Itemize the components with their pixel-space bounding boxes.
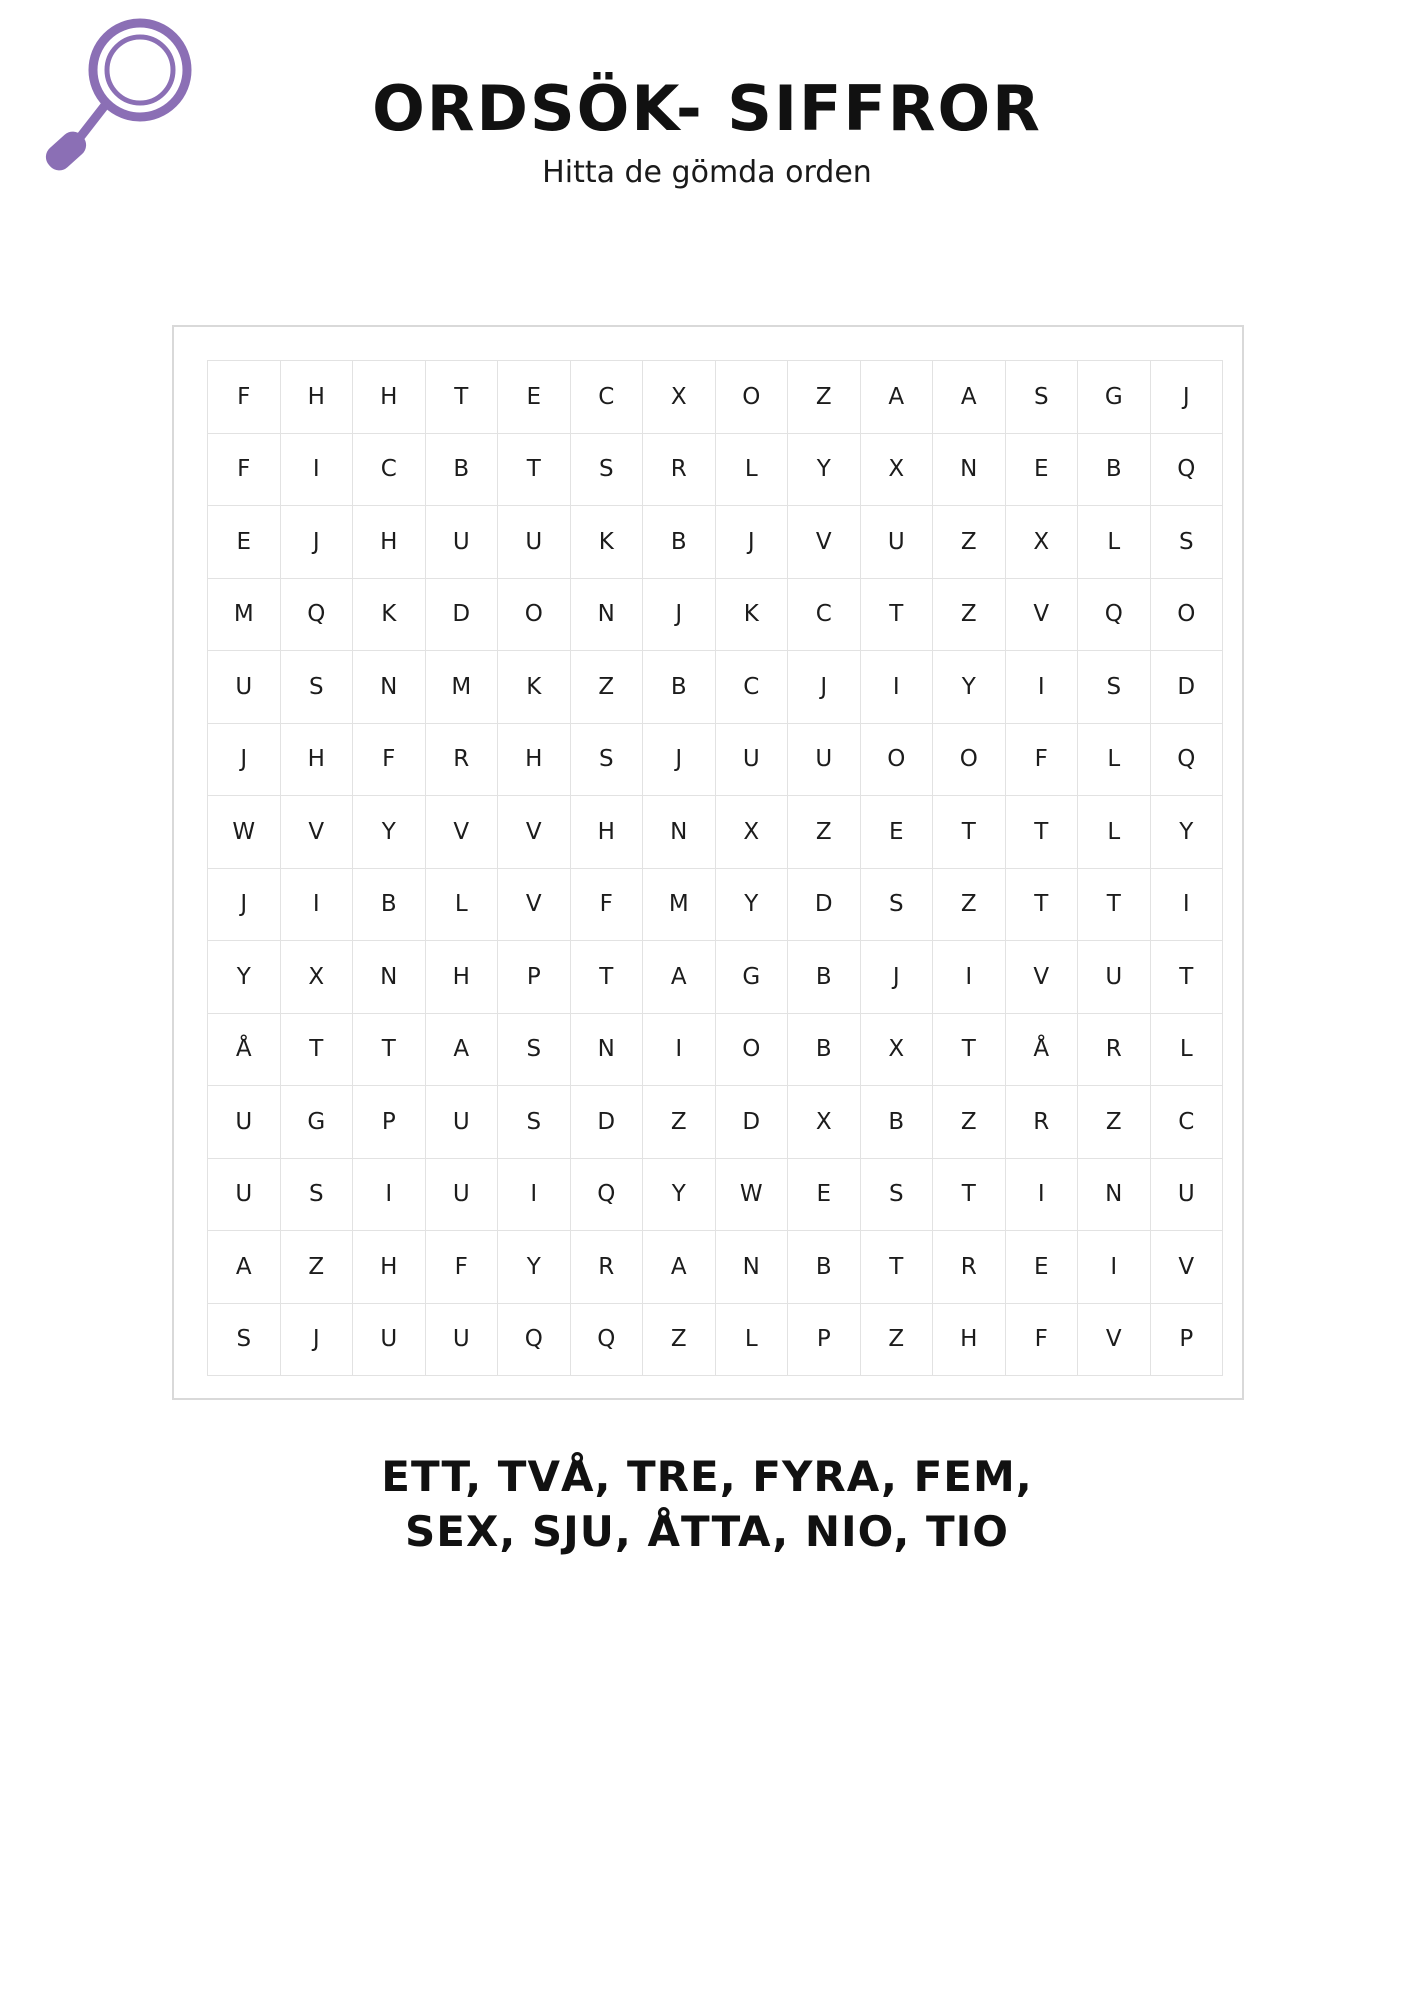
word-list xyxy=(0,1450,1414,1559)
grid-row xyxy=(208,506,1223,579)
grid-cell[interactable]: G xyxy=(1078,361,1151,434)
grid-cell[interactable]: Z xyxy=(570,651,643,724)
grid-cell[interactable]: H xyxy=(353,506,426,579)
grid-cell[interactable]: S xyxy=(280,1158,353,1231)
grid-cell[interactable]: F xyxy=(570,868,643,941)
grid-cell[interactable]: V xyxy=(1078,1303,1151,1376)
grid-cell[interactable]: F xyxy=(1005,1303,1078,1376)
grid-cell[interactable]: T xyxy=(1078,868,1151,941)
grid-cell[interactable]: U xyxy=(425,1303,498,1376)
grid-cell[interactable]: J xyxy=(280,506,353,579)
word-search-grid[interactable] xyxy=(207,360,1223,1376)
grid-cell[interactable]: F xyxy=(208,361,281,434)
grid-cell[interactable]: C xyxy=(353,433,426,506)
grid-cell[interactable]: I xyxy=(1150,868,1223,941)
grid-cell[interactable]: R xyxy=(570,1231,643,1304)
grid-cell[interactable]: T xyxy=(933,1013,1006,1086)
grid-cell[interactable]: O xyxy=(715,1013,788,1086)
grid-cell[interactable]: U xyxy=(788,723,861,796)
grid-cell[interactable]: R xyxy=(643,433,716,506)
grid-cell[interactable]: N xyxy=(1078,1158,1151,1231)
grid-cell[interactable]: T xyxy=(498,433,571,506)
grid-cell[interactable]: C xyxy=(1150,1086,1223,1159)
grid-cell[interactable]: X xyxy=(643,361,716,434)
grid-cell[interactable]: T xyxy=(280,1013,353,1086)
grid-cell[interactable]: U xyxy=(1150,1158,1223,1231)
grid-cell[interactable]: R xyxy=(1078,1013,1151,1086)
grid-cell[interactable]: J xyxy=(208,723,281,796)
grid-cell[interactable]: S xyxy=(1150,506,1223,579)
grid-cell[interactable]: U xyxy=(715,723,788,796)
word-list-line-1: ETT, TVÅ, TRE, FYRA, FEM, xyxy=(381,1452,1033,1501)
grid-cell[interactable]: W xyxy=(208,796,281,869)
grid-cell[interactable]: N xyxy=(933,433,1006,506)
grid-cell[interactable]: A xyxy=(643,1231,716,1304)
grid-cell[interactable]: Å xyxy=(1005,1013,1078,1086)
grid-cell[interactable]: P xyxy=(353,1086,426,1159)
grid-row xyxy=(208,433,1223,506)
grid-cell[interactable]: A xyxy=(208,1231,281,1304)
grid-cell[interactable]: T xyxy=(860,1231,933,1304)
grid-row xyxy=(208,578,1223,651)
grid-cell[interactable]: P xyxy=(498,941,571,1014)
grid-cell[interactable]: T xyxy=(1005,796,1078,869)
grid-cell[interactable]: F xyxy=(425,1231,498,1304)
grid-cell[interactable]: I xyxy=(643,1013,716,1086)
grid-cell[interactable]: B xyxy=(788,1013,861,1086)
grid-cell[interactable]: U xyxy=(208,1158,281,1231)
grid-cell[interactable]: Q xyxy=(570,1158,643,1231)
grid-cell[interactable]: N xyxy=(715,1231,788,1304)
grid-cell[interactable]: J xyxy=(715,506,788,579)
grid-cell[interactable]: E xyxy=(788,1158,861,1231)
grid-cell[interactable]: Z xyxy=(280,1231,353,1304)
grid-cell[interactable]: B xyxy=(353,868,426,941)
grid-cell[interactable]: C xyxy=(715,651,788,724)
grid-cell[interactable]: H xyxy=(425,941,498,1014)
grid-cell[interactable]: E xyxy=(498,361,571,434)
grid-cell[interactable]: J xyxy=(643,723,716,796)
grid-cell[interactable]: Y xyxy=(715,868,788,941)
grid-cell[interactable]: B xyxy=(860,1086,933,1159)
grid-cell[interactable]: I xyxy=(1005,1158,1078,1231)
grid-cell[interactable]: V xyxy=(1005,578,1078,651)
grid-cell[interactable]: I xyxy=(280,433,353,506)
grid-cell[interactable]: N xyxy=(353,651,426,724)
grid-cell[interactable]: S xyxy=(208,1303,281,1376)
grid-cell[interactable]: S xyxy=(1078,651,1151,724)
grid-cell[interactable]: S xyxy=(860,1158,933,1231)
grid-cell[interactable]: X xyxy=(860,433,933,506)
grid-cell[interactable]: Z xyxy=(643,1303,716,1376)
grid-cell[interactable]: K xyxy=(498,651,571,724)
grid-cell[interactable]: S xyxy=(498,1013,571,1086)
grid-cell[interactable]: V xyxy=(425,796,498,869)
grid-cell[interactable]: Q xyxy=(1150,723,1223,796)
grid-cell[interactable]: E xyxy=(208,506,281,579)
grid-cell[interactable]: E xyxy=(1005,433,1078,506)
grid-cell[interactable]: F xyxy=(208,433,281,506)
grid-cell[interactable]: S xyxy=(570,723,643,796)
grid-cell[interactable]: V xyxy=(1150,1231,1223,1304)
grid-cell[interactable]: U xyxy=(208,651,281,724)
grid-cell[interactable]: L xyxy=(715,1303,788,1376)
grid-cell[interactable]: B xyxy=(425,433,498,506)
grid-cell[interactable]: B xyxy=(643,506,716,579)
page-subtitle: Hitta de gömda orden xyxy=(542,155,872,190)
grid-cell[interactable]: T xyxy=(860,578,933,651)
grid-cell[interactable]: U xyxy=(425,1086,498,1159)
grid-cell[interactable]: N xyxy=(643,796,716,869)
grid-cell[interactable]: U xyxy=(208,1086,281,1159)
grid-cell[interactable]: M xyxy=(425,651,498,724)
word-search-panel xyxy=(172,325,1244,1400)
grid-cell[interactable]: M xyxy=(208,578,281,651)
grid-cell[interactable]: P xyxy=(1150,1303,1223,1376)
grid-cell[interactable]: M xyxy=(643,868,716,941)
grid-cell[interactable]: Y xyxy=(788,433,861,506)
title-block xyxy=(0,72,1414,190)
grid-cell[interactable]: J xyxy=(860,941,933,1014)
grid-cell[interactable]: E xyxy=(860,796,933,869)
grid-cell[interactable]: O xyxy=(860,723,933,796)
grid-cell[interactable]: L xyxy=(1078,506,1151,579)
grid-cell[interactable]: I xyxy=(860,651,933,724)
grid-cell[interactable]: L xyxy=(1150,1013,1223,1086)
grid-cell[interactable]: Z xyxy=(860,1303,933,1376)
grid-row xyxy=(208,1013,1223,1086)
page-title: ORDSÖK- SIFFROR xyxy=(372,72,1042,145)
grid-cell[interactable]: Q xyxy=(1078,578,1151,651)
grid-cell[interactable]: T xyxy=(1150,941,1223,1014)
grid-cell[interactable]: H xyxy=(570,796,643,869)
grid-cell[interactable]: J xyxy=(280,1303,353,1376)
grid-cell[interactable]: Y xyxy=(498,1231,571,1304)
grid-cell[interactable]: N xyxy=(570,1013,643,1086)
grid-cell[interactable]: X xyxy=(715,796,788,869)
grid-cell[interactable]: O xyxy=(498,578,571,651)
grid-cell[interactable]: L xyxy=(1078,723,1151,796)
grid-row xyxy=(208,1231,1223,1304)
grid-cell[interactable]: P xyxy=(788,1303,861,1376)
grid-cell[interactable]: Z xyxy=(933,868,1006,941)
grid-cell[interactable]: Z xyxy=(933,578,1006,651)
grid-cell[interactable]: D xyxy=(1150,651,1223,724)
grid-cell[interactable]: T xyxy=(425,361,498,434)
grid-cell[interactable]: S xyxy=(570,433,643,506)
grid-cell[interactable]: Z xyxy=(788,796,861,869)
grid-cell[interactable]: K xyxy=(353,578,426,651)
grid-cell[interactable]: O xyxy=(933,723,1006,796)
grid-cell[interactable]: X xyxy=(788,1086,861,1159)
grid-row xyxy=(208,651,1223,724)
grid-cell[interactable]: U xyxy=(860,506,933,579)
grid-cell[interactable]: Q xyxy=(570,1303,643,1376)
grid-cell[interactable]: X xyxy=(1005,506,1078,579)
grid-cell[interactable]: Å xyxy=(208,1013,281,1086)
grid-cell[interactable]: S xyxy=(1005,361,1078,434)
grid-cell[interactable]: S xyxy=(498,1086,571,1159)
grid-cell[interactable]: R xyxy=(425,723,498,796)
grid-cell[interactable]: E xyxy=(1005,1231,1078,1304)
grid-cell[interactable]: S xyxy=(280,651,353,724)
grid-cell[interactable]: I xyxy=(280,868,353,941)
grid-cell[interactable]: J xyxy=(1150,361,1223,434)
grid-cell[interactable]: J xyxy=(788,651,861,724)
page-header xyxy=(0,0,1414,250)
grid-cell[interactable]: Z xyxy=(788,361,861,434)
grid-cell[interactable]: U xyxy=(425,506,498,579)
grid-cell[interactable]: D xyxy=(715,1086,788,1159)
grid-row xyxy=(208,1086,1223,1159)
grid-cell[interactable]: X xyxy=(860,1013,933,1086)
grid-cell[interactable]: C xyxy=(788,578,861,651)
grid-cell[interactable]: H xyxy=(353,361,426,434)
grid-cell[interactable]: Y xyxy=(353,796,426,869)
grid-cell[interactable]: Z xyxy=(933,1086,1006,1159)
grid-cell[interactable]: N xyxy=(353,941,426,1014)
grid-cell[interactable]: C xyxy=(570,361,643,434)
grid-cell[interactable]: L xyxy=(425,868,498,941)
grid-row xyxy=(208,796,1223,869)
grid-cell[interactable]: B xyxy=(1078,433,1151,506)
word-list-line-2: SEX, SJU, ÅTTA, NIO, TIO xyxy=(405,1506,1009,1556)
grid-cell[interactable]: Y xyxy=(933,651,1006,724)
grid-cell[interactable]: B xyxy=(788,1231,861,1304)
grid-cell[interactable]: H xyxy=(933,1303,1006,1376)
grid-cell[interactable]: L xyxy=(1078,796,1151,869)
grid-row xyxy=(208,1303,1223,1376)
grid-row xyxy=(208,361,1223,434)
grid-cell[interactable]: A xyxy=(933,361,1006,434)
grid-cell[interactable]: T xyxy=(1005,868,1078,941)
grid-cell[interactable]: B xyxy=(788,941,861,1014)
grid-cell[interactable]: F xyxy=(353,723,426,796)
grid-cell[interactable]: G xyxy=(280,1086,353,1159)
grid-cell[interactable]: I xyxy=(353,1158,426,1231)
grid-cell[interactable]: Z xyxy=(1078,1086,1151,1159)
grid-cell[interactable]: V xyxy=(498,868,571,941)
grid-cell[interactable]: Y xyxy=(1150,796,1223,869)
grid-cell[interactable]: Q xyxy=(280,578,353,651)
grid-cell[interactable]: B xyxy=(643,651,716,724)
grid-cell[interactable]: I xyxy=(933,941,1006,1014)
grid-cell[interactable]: K xyxy=(570,506,643,579)
word-search-grid-wrapper xyxy=(207,360,1223,1376)
grid-cell[interactable]: J xyxy=(208,868,281,941)
grid-cell[interactable]: A xyxy=(425,1013,498,1086)
grid-cell[interactable]: U xyxy=(1078,941,1151,1014)
grid-cell[interactable]: G xyxy=(715,941,788,1014)
grid-cell[interactable]: V xyxy=(498,796,571,869)
grid-cell[interactable]: D xyxy=(788,868,861,941)
grid-cell[interactable]: I xyxy=(498,1158,571,1231)
grid-cell[interactable]: N xyxy=(570,578,643,651)
grid-cell[interactable]: R xyxy=(933,1231,1006,1304)
grid-cell[interactable]: I xyxy=(1005,651,1078,724)
grid-cell[interactable]: Z xyxy=(933,506,1006,579)
grid-cell[interactable]: U xyxy=(425,1158,498,1231)
grid-cell[interactable]: V xyxy=(280,796,353,869)
grid-cell[interactable]: H xyxy=(353,1231,426,1304)
grid-cell[interactable]: X xyxy=(280,941,353,1014)
grid-cell[interactable]: T xyxy=(933,1158,1006,1231)
grid-cell[interactable]: Z xyxy=(643,1086,716,1159)
grid-cell[interactable]: V xyxy=(788,506,861,579)
grid-cell[interactable]: Q xyxy=(1150,433,1223,506)
grid-cell[interactable]: L xyxy=(715,433,788,506)
grid-cell[interactable]: U xyxy=(498,506,571,579)
grid-cell[interactable]: A xyxy=(860,361,933,434)
grid-cell[interactable]: Y xyxy=(208,941,281,1014)
grid-cell[interactable]: T xyxy=(933,796,1006,869)
grid-row xyxy=(208,1158,1223,1231)
grid-cell[interactable]: T xyxy=(353,1013,426,1086)
grid-cell[interactable]: D xyxy=(570,1086,643,1159)
grid-cell[interactable]: V xyxy=(1005,941,1078,1014)
grid-cell[interactable]: O xyxy=(1150,578,1223,651)
grid-cell[interactable]: R xyxy=(1005,1086,1078,1159)
grid-cell[interactable]: W xyxy=(715,1158,788,1231)
grid-cell[interactable]: S xyxy=(860,868,933,941)
grid-cell[interactable]: H xyxy=(498,723,571,796)
grid-cell[interactable]: I xyxy=(1078,1231,1151,1304)
grid-cell[interactable]: K xyxy=(715,578,788,651)
grid-cell[interactable]: O xyxy=(715,361,788,434)
grid-cell[interactable]: U xyxy=(353,1303,426,1376)
grid-cell[interactable]: T xyxy=(570,941,643,1014)
grid-row xyxy=(208,723,1223,796)
grid-cell[interactable]: Q xyxy=(498,1303,571,1376)
grid-cell[interactable]: D xyxy=(425,578,498,651)
grid-cell[interactable]: A xyxy=(643,941,716,1014)
grid-cell[interactable]: H xyxy=(280,361,353,434)
grid-cell[interactable]: H xyxy=(280,723,353,796)
grid-cell[interactable]: Y xyxy=(643,1158,716,1231)
grid-row xyxy=(208,868,1223,941)
grid-cell[interactable]: J xyxy=(643,578,716,651)
grid-row xyxy=(208,941,1223,1014)
grid-cell[interactable]: F xyxy=(1005,723,1078,796)
